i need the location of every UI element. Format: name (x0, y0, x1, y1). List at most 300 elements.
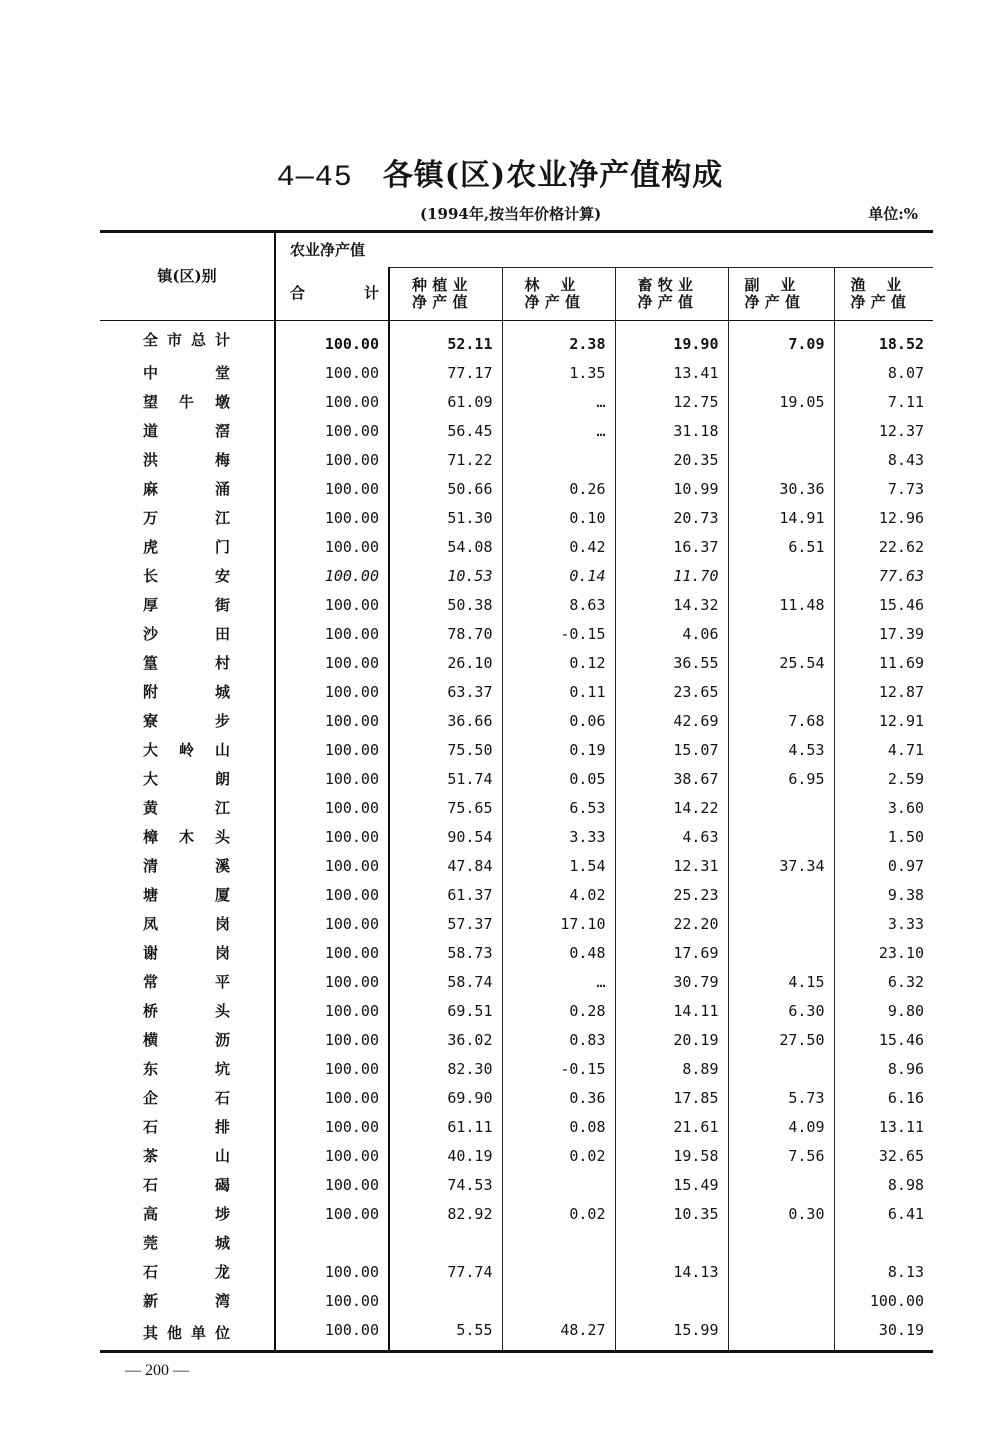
cell-forestry: 1.54 (502, 851, 615, 880)
cell-livestock: 14.13 (615, 1257, 728, 1286)
row-region-name: 附城 (143, 683, 230, 701)
cell-livestock: 20.19 (615, 1025, 728, 1054)
cell-livestock: 4.06 (615, 619, 728, 648)
cell-total: 100.00 (275, 561, 389, 590)
cell-sideline (728, 1315, 834, 1352)
cell-total: 100.00 (275, 793, 389, 822)
cell-sideline (728, 938, 834, 967)
table-row (100, 909, 933, 938)
table-row (100, 1228, 933, 1257)
cell-livestock: 14.22 (615, 793, 728, 822)
row-region-name: 寮步 (143, 712, 230, 730)
cell-sideline (728, 445, 834, 474)
header-sideline-line1: 副 业 (744, 276, 796, 294)
cell-livestock: 19.90 (615, 321, 728, 359)
row-region-name: 其他单位 (100, 1315, 275, 1352)
table-row (100, 619, 933, 648)
cell-total: 100.00 (275, 735, 389, 764)
cell-total: 100.00 (275, 1054, 389, 1083)
table-row (100, 851, 933, 880)
table-row (100, 822, 933, 851)
cell-fishery: 9.38 (834, 880, 933, 909)
cell-planting (389, 1286, 502, 1315)
table-number: 4—45 (276, 161, 353, 195)
table-row (100, 677, 933, 706)
row-region-name: 长安 (143, 567, 230, 585)
row-region-name: 石龙 (143, 1263, 230, 1281)
cell-sideline: 5.73 (728, 1083, 834, 1112)
header-livestock-line2: 净 产 值 (637, 293, 693, 311)
cell-total: 100.00 (275, 909, 389, 938)
row-region-name: 道滘 (143, 422, 230, 440)
cell-livestock: 14.11 (615, 996, 728, 1025)
cell-planting: 10.53 (389, 561, 502, 590)
cell-livestock: 36.55 (615, 648, 728, 677)
header-total-a: 合 (290, 284, 306, 303)
cell-total: 100.00 (275, 387, 389, 416)
cell-fishery: 12.37 (834, 416, 933, 445)
cell-fishery: 12.87 (834, 677, 933, 706)
cell-sideline: 6.95 (728, 764, 834, 793)
cell-fishery: 8.13 (834, 1257, 933, 1286)
cell-forestry: 0.10 (502, 503, 615, 532)
cell-sideline (728, 1257, 834, 1286)
cell-planting: 26.10 (389, 648, 502, 677)
row-region-name: 黄江 (143, 799, 230, 817)
header-sideline (728, 268, 834, 321)
cell-total: 100.00 (275, 1112, 389, 1141)
cell-total: 100.00 (275, 416, 389, 445)
table-row (100, 387, 933, 416)
cell-livestock (615, 1228, 728, 1257)
table-row (100, 1025, 933, 1054)
cell-fishery: 1.50 (834, 822, 933, 851)
cell-total: 100.00 (275, 1286, 389, 1315)
cell-fishery: 3.60 (834, 793, 933, 822)
cell-total: 100.00 (275, 880, 389, 909)
cell-fishery: 23.10 (834, 938, 933, 967)
cell-fishery: 8.07 (834, 358, 933, 387)
table-row (100, 321, 933, 359)
cell-sideline (728, 358, 834, 387)
cell-fishery: 2.59 (834, 764, 933, 793)
header-forestry (502, 268, 615, 321)
cell-total: 100.00 (275, 590, 389, 619)
table-title: 各镇(区)农业净产值构成 (382, 158, 724, 193)
table-row (100, 706, 933, 735)
row-region-name: 洪梅 (143, 451, 230, 469)
cell-total: 100.00 (275, 967, 389, 996)
cell-planting: 69.51 (389, 996, 502, 1025)
cell-livestock: 15.07 (615, 735, 728, 764)
cell-sideline: 37.34 (728, 851, 834, 880)
cell-fishery: 15.46 (834, 590, 933, 619)
cell-planting: 36.02 (389, 1025, 502, 1054)
cell-sideline: 4.15 (728, 967, 834, 996)
cell-planting: 58.73 (389, 938, 502, 967)
cell-fishery: 0.97 (834, 851, 933, 880)
cell-forestry: 0.05 (502, 764, 615, 793)
cell-sideline: 7.56 (728, 1141, 834, 1170)
cell-sideline: 19.05 (728, 387, 834, 416)
cell-fishery: 3.33 (834, 909, 933, 938)
row-region-name: 谢岗 (143, 944, 230, 962)
cell-total: 100.00 (275, 677, 389, 706)
cell-forestry: 8.63 (502, 590, 615, 619)
cell-planting: 82.92 (389, 1199, 502, 1228)
cell-forestry: -0.15 (502, 619, 615, 648)
cell-forestry (502, 1228, 615, 1257)
cell-total: 100.00 (275, 706, 389, 735)
row-region-name: 东坑 (143, 1060, 230, 1078)
cell-livestock: 12.75 (615, 387, 728, 416)
cell-planting: 61.09 (389, 387, 502, 416)
cell-livestock: 22.20 (615, 909, 728, 938)
cell-forestry: 0.83 (502, 1025, 615, 1054)
cell-planting: 50.66 (389, 474, 502, 503)
cell-forestry: 0.11 (502, 677, 615, 706)
table-row (100, 358, 933, 387)
cell-fishery: 6.16 (834, 1083, 933, 1112)
table-row (100, 648, 933, 677)
row-region-name: 新湾 (143, 1292, 230, 1310)
table-subtitle: (1994年,按当年价格计算) (420, 205, 602, 223)
cell-total: 100.00 (275, 1083, 389, 1112)
cell-sideline: 30.36 (728, 474, 834, 503)
cell-forestry: … (502, 416, 615, 445)
cell-sideline (728, 793, 834, 822)
cell-planting: 63.37 (389, 677, 502, 706)
cell-livestock: 42.69 (615, 706, 728, 735)
cell-livestock: 38.67 (615, 764, 728, 793)
cell-forestry: 0.02 (502, 1199, 615, 1228)
cell-planting: 75.65 (389, 793, 502, 822)
cell-livestock: 30.79 (615, 967, 728, 996)
cell-sideline (728, 1228, 834, 1257)
cell-livestock: 21.61 (615, 1112, 728, 1141)
cell-planting: 69.90 (389, 1083, 502, 1112)
header-fishery-line2: 净 产 值 (850, 293, 906, 311)
cell-fishery: 100.00 (834, 1286, 933, 1315)
row-region-name: 企石 (143, 1089, 230, 1107)
cell-forestry: 0.36 (502, 1083, 615, 1112)
table-row (100, 793, 933, 822)
cell-planting: 78.70 (389, 619, 502, 648)
cell-forestry: -0.15 (502, 1054, 615, 1083)
header-planting-line1: 种 植 业 (412, 276, 468, 294)
row-region-name: 桥头 (143, 1002, 230, 1020)
cell-forestry: 2.38 (502, 321, 615, 359)
row-region-name: 凤岗 (143, 915, 230, 933)
table-row (100, 735, 933, 764)
cell-livestock: 8.89 (615, 1054, 728, 1083)
cell-livestock: 15.99 (615, 1315, 728, 1352)
table-row (100, 967, 933, 996)
cell-sideline (728, 619, 834, 648)
table-row (100, 1054, 933, 1083)
table-row (100, 474, 933, 503)
table-row (100, 445, 933, 474)
cell-livestock: 16.37 (615, 532, 728, 561)
cell-sideline: 7.68 (728, 706, 834, 735)
header-forestry-line1: 林 业 (524, 276, 576, 294)
cell-forestry: 0.42 (502, 532, 615, 561)
cell-fishery: 15.46 (834, 1025, 933, 1054)
cell-total: 100.00 (275, 503, 389, 532)
table-row (100, 996, 933, 1025)
table-row (100, 764, 933, 793)
cell-livestock: 25.23 (615, 880, 728, 909)
cell-livestock: 4.63 (615, 822, 728, 851)
cell-planting: 77.17 (389, 358, 502, 387)
cell-fishery: 18.52 (834, 321, 933, 359)
cell-sideline (728, 880, 834, 909)
table-row (100, 1199, 933, 1228)
header-total (275, 268, 389, 321)
cell-total: 100.00 (275, 321, 389, 359)
unit-label: 单位:% (868, 205, 918, 223)
table-row (100, 503, 933, 532)
cell-total: 100.00 (275, 358, 389, 387)
cell-forestry: 0.26 (502, 474, 615, 503)
table-row (100, 1315, 933, 1352)
cell-total: 100.00 (275, 1170, 389, 1199)
cell-planting: 75.50 (389, 735, 502, 764)
header-group: 农业净产值 (275, 232, 933, 268)
cell-planting: 51.74 (389, 764, 502, 793)
cell-livestock: 17.85 (615, 1083, 728, 1112)
cell-total: 100.00 (275, 619, 389, 648)
cell-sideline (728, 677, 834, 706)
row-region-name: 全市总计 (143, 331, 230, 349)
cell-forestry (502, 445, 615, 474)
cell-sideline: 25.54 (728, 648, 834, 677)
cell-planting: 71.22 (389, 445, 502, 474)
cell-fishery: 11.69 (834, 648, 933, 677)
row-region-name: 大朗 (143, 770, 230, 788)
header-fishery-line1: 渔 业 (850, 276, 902, 294)
cell-livestock: 20.73 (615, 503, 728, 532)
cell-forestry: … (502, 387, 615, 416)
cell-total: 100.00 (275, 1315, 389, 1352)
cell-sideline: 7.09 (728, 321, 834, 359)
cell-planting: 82.30 (389, 1054, 502, 1083)
cell-fishery: 17.39 (834, 619, 933, 648)
cell-forestry: 0.12 (502, 648, 615, 677)
cell-sideline: 6.30 (728, 996, 834, 1025)
cell-fishery: 32.65 (834, 1141, 933, 1170)
row-region-name: 大岭山 (143, 741, 230, 759)
table-row (100, 416, 933, 445)
row-region-name: 厚街 (143, 596, 230, 614)
cell-sideline: 4.09 (728, 1112, 834, 1141)
table-row (100, 1257, 933, 1286)
cell-forestry: 1.35 (502, 358, 615, 387)
cell-sideline (728, 561, 834, 590)
table-row (100, 590, 933, 619)
row-region-name: 塘厦 (143, 886, 230, 904)
cell-fishery (834, 1228, 933, 1257)
cell-fishery: 30.19 (834, 1315, 933, 1352)
cell-livestock (615, 1286, 728, 1315)
cell-total: 100.00 (275, 1025, 389, 1054)
cell-sideline (728, 1054, 834, 1083)
row-region-name: 望牛墩 (143, 393, 230, 411)
cell-fishery: 77.63 (834, 561, 933, 590)
cell-planting: 54.08 (389, 532, 502, 561)
cell-total: 100.00 (275, 938, 389, 967)
cell-fishery: 12.96 (834, 503, 933, 532)
page-title (0, 150, 1000, 195)
cell-planting: 52.11 (389, 321, 502, 359)
row-region-name: 万江 (143, 509, 230, 527)
cell-planting: 56.45 (389, 416, 502, 445)
header-planting-line2: 净 产 值 (412, 293, 468, 311)
cell-forestry: 0.06 (502, 706, 615, 735)
cell-forestry: 17.10 (502, 909, 615, 938)
header-region: 镇(区)别 (100, 232, 275, 321)
cell-planting: 47.84 (389, 851, 502, 880)
page-number: — 200 — (125, 1362, 189, 1379)
cell-forestry: 0.28 (502, 996, 615, 1025)
cell-planting: 74.53 (389, 1170, 502, 1199)
cell-forestry (502, 1257, 615, 1286)
cell-fishery: 8.96 (834, 1054, 933, 1083)
cell-livestock: 31.18 (615, 416, 728, 445)
cell-sideline: 0.30 (728, 1199, 834, 1228)
cell-sideline: 6.51 (728, 532, 834, 561)
row-region-name: 樟木头 (143, 828, 230, 846)
header-livestock (615, 268, 728, 321)
cell-fishery: 12.91 (834, 706, 933, 735)
cell-livestock: 15.49 (615, 1170, 728, 1199)
cell-livestock: 20.35 (615, 445, 728, 474)
cell-total: 100.00 (275, 1199, 389, 1228)
header-sideline-line2: 净 产 值 (744, 293, 800, 311)
cell-total: 100.00 (275, 532, 389, 561)
cell-total: 100.00 (275, 648, 389, 677)
cell-forestry: 6.53 (502, 793, 615, 822)
cell-livestock: 19.58 (615, 1141, 728, 1170)
cell-planting: 36.66 (389, 706, 502, 735)
cell-fishery: 13.11 (834, 1112, 933, 1141)
cell-planting: 51.30 (389, 503, 502, 532)
row-region-name: 莞城 (143, 1234, 230, 1252)
row-region-name: 茶山 (143, 1147, 230, 1165)
cell-sideline: 27.50 (728, 1025, 834, 1054)
cell-planting: 40.19 (389, 1141, 502, 1170)
cell-forestry: 0.14 (502, 561, 615, 590)
table-body (100, 321, 933, 1352)
cell-forestry (502, 1286, 615, 1315)
table-row (100, 1170, 933, 1199)
cell-total: 100.00 (275, 1141, 389, 1170)
row-region-name: 虎门 (143, 538, 230, 556)
cell-livestock: 23.65 (615, 677, 728, 706)
row-region-name: 麻涌 (143, 480, 230, 498)
cell-forestry: 0.48 (502, 938, 615, 967)
header-total-b: 计 (363, 284, 379, 303)
cell-sideline (728, 416, 834, 445)
table-row (100, 1141, 933, 1170)
cell-planting: 77.74 (389, 1257, 502, 1286)
cell-forestry: 4.02 (502, 880, 615, 909)
header-livestock-line1: 畜 牧 业 (637, 276, 693, 294)
table-row (100, 1112, 933, 1141)
cell-fishery: 22.62 (834, 532, 933, 561)
row-region-name: 沙田 (143, 625, 230, 643)
cell-sideline (728, 909, 834, 938)
cell-total: 100.00 (275, 1257, 389, 1286)
table-row (100, 938, 933, 967)
row-region-name: 清溪 (143, 857, 230, 875)
row-region-name: 常平 (143, 973, 230, 991)
cell-fishery: 6.41 (834, 1199, 933, 1228)
cell-total: 100.00 (275, 851, 389, 880)
cell-fishery: 8.98 (834, 1170, 933, 1199)
cell-planting: 90.54 (389, 822, 502, 851)
cell-sideline: 14.91 (728, 503, 834, 532)
table-row (100, 880, 933, 909)
cell-livestock: 10.99 (615, 474, 728, 503)
cell-planting: 57.37 (389, 909, 502, 938)
cell-livestock: 12.31 (615, 851, 728, 880)
row-region-name: 石碣 (143, 1176, 230, 1194)
cell-livestock: 11.70 (615, 561, 728, 590)
header-forestry-line2: 净 产 值 (524, 293, 580, 311)
cell-livestock: 10.35 (615, 1199, 728, 1228)
row-region-name: 篁村 (143, 654, 230, 672)
cell-livestock: 13.41 (615, 358, 728, 387)
cell-fishery: 9.80 (834, 996, 933, 1025)
row-region-name: 横沥 (143, 1031, 230, 1049)
table-row (100, 561, 933, 590)
cell-total (275, 1228, 389, 1257)
cell-forestry: 0.08 (502, 1112, 615, 1141)
cell-sideline (728, 1170, 834, 1199)
row-region-name: 高埗 (143, 1205, 230, 1223)
cell-total: 100.00 (275, 764, 389, 793)
cell-planting: 58.74 (389, 967, 502, 996)
cell-fishery: 6.32 (834, 967, 933, 996)
cell-total: 100.00 (275, 996, 389, 1025)
cell-total: 100.00 (275, 445, 389, 474)
cell-sideline: 11.48 (728, 590, 834, 619)
cell-forestry: … (502, 967, 615, 996)
row-region-name: 石排 (143, 1118, 230, 1136)
cell-forestry: 0.02 (502, 1141, 615, 1170)
cell-fishery: 4.71 (834, 735, 933, 764)
cell-livestock: 14.32 (615, 590, 728, 619)
cell-sideline: 4.53 (728, 735, 834, 764)
cell-forestry: 0.19 (502, 735, 615, 764)
cell-planting: 61.37 (389, 880, 502, 909)
cell-total: 100.00 (275, 474, 389, 503)
cell-fishery: 7.73 (834, 474, 933, 503)
cell-sideline (728, 822, 834, 851)
row-region-name: 中堂 (143, 364, 230, 382)
cell-sideline (728, 1286, 834, 1315)
cell-planting: 50.38 (389, 590, 502, 619)
table-row (100, 1286, 933, 1315)
cell-fishery: 8.43 (834, 445, 933, 474)
cell-livestock: 17.69 (615, 938, 728, 967)
cell-forestry: 48.27 (502, 1315, 615, 1352)
cell-forestry (502, 1170, 615, 1199)
data-table (100, 230, 933, 1353)
table-row (100, 532, 933, 561)
cell-planting: 61.11 (389, 1112, 502, 1141)
